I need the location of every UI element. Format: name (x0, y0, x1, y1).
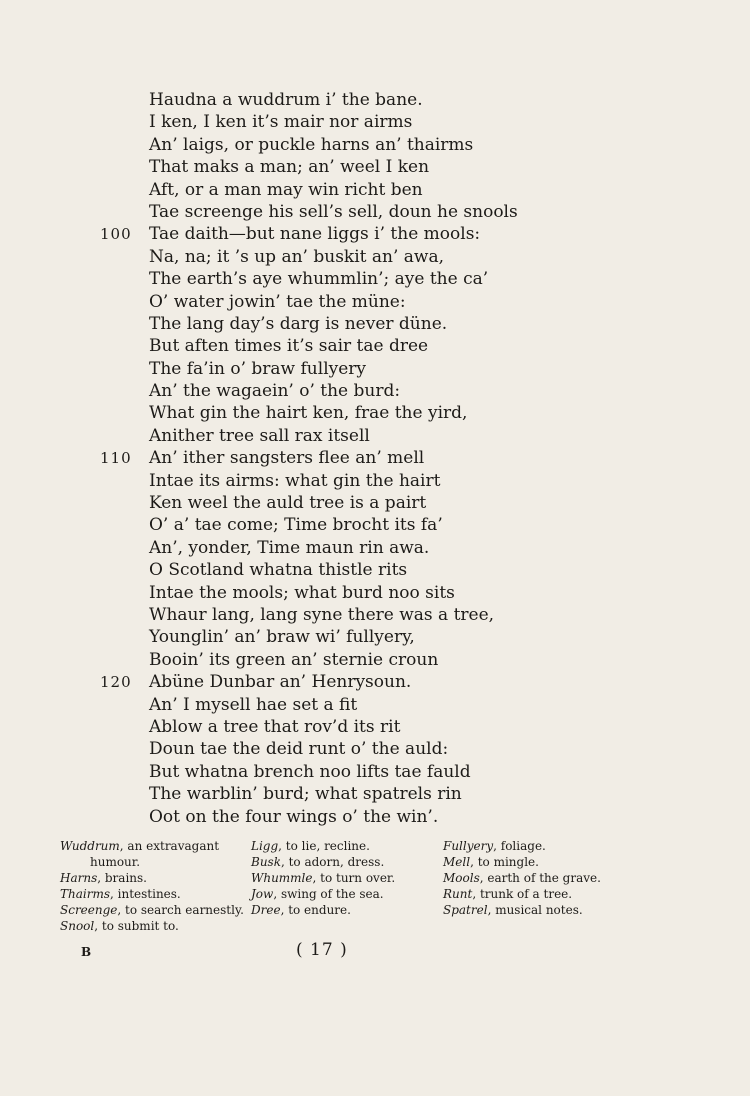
poem-line (100, 111, 700, 133)
line-text: Na, na; it ’s up an’ buskit an’ awa, (149, 246, 445, 267)
line-text: O Scotland whatna thistle rits (149, 560, 408, 581)
line-text: O’ a’ tae come; Time brocht its fa’ (149, 515, 443, 536)
line-text: Whaur lang, lang syne there was a tree, (149, 604, 495, 625)
poem-line (100, 89, 700, 111)
line-text: An’ the wagaein’ o’ the burd: (149, 381, 401, 402)
poem-line (100, 806, 700, 828)
line-text: The lang day’s darg is never düne. (149, 313, 448, 334)
poem-line (100, 201, 700, 223)
poem-line (100, 470, 700, 492)
poem-line (100, 604, 700, 626)
line-text: An’ ither sangsters flee an’ mell (149, 448, 425, 469)
glossary-entry (251, 886, 439, 902)
glossary-definition: , to submit to. (94, 919, 179, 933)
poem-line (100, 447, 700, 469)
glossary-term: Snool (60, 919, 95, 933)
poem-line (100, 649, 700, 671)
line-text: Tae daith—but nane liggs i’ the mools: (149, 224, 481, 245)
poem-text (100, 89, 700, 828)
line-number: 100 (100, 225, 132, 244)
signature-mark: B (81, 945, 92, 959)
glossary-term: Jow (251, 887, 274, 901)
glossary-term: Ligg (251, 839, 279, 853)
line-text: Haudna a wuddrum i’ the bane. (149, 90, 423, 110)
glossary-definition: , intestines. (110, 887, 181, 901)
glossary-definition: , swing of the sea. (273, 887, 384, 901)
glossary-definition: , to mingle. (470, 855, 539, 869)
poem-line (100, 671, 700, 693)
line-text: An’ I mysell hae set a fit (149, 694, 358, 715)
poem-line (100, 761, 700, 783)
poem-line (100, 358, 700, 380)
line-text: But aften times it’s sair tae dree (149, 336, 429, 357)
poem-line (100, 291, 700, 313)
poem-line (100, 402, 700, 424)
line-text: Tae screenge his sell’s sell, doun he snools (149, 201, 518, 222)
glossary-entry (251, 854, 439, 870)
poem-line (100, 179, 700, 201)
poem-line (100, 738, 700, 760)
glossary-definition: , to lie, recline. (278, 839, 370, 853)
glossary-definition: , to endure. (280, 903, 351, 917)
line-text: Ken weel the auld tree is a pairt (149, 493, 427, 514)
line-text: Younglin’ an’ braw wi’ fullyery, (149, 627, 415, 648)
glossary-entry (60, 854, 248, 870)
line-text: The fa’in o’ braw fullyery (149, 358, 367, 379)
glossary-entry (60, 838, 248, 854)
line-text: Doun tae the deid runt o’ the auld: (149, 739, 449, 760)
poem-line (100, 582, 700, 604)
glossary-entry (60, 886, 248, 902)
glossary-entry (443, 854, 643, 870)
glossary-entry (60, 918, 248, 934)
poem-line (100, 694, 700, 716)
line-text: Intae its airms: what gin the hairt (149, 470, 441, 491)
glossary-column-3 (443, 838, 643, 918)
poem-line (100, 380, 700, 402)
glossary-definition: , trunk of a tree. (472, 887, 573, 901)
line-text: Ablow a tree that rov’d its rit (149, 716, 401, 737)
poem-line (100, 783, 700, 805)
glossary-column-2 (251, 838, 439, 918)
glossary-term: Fullyery (443, 839, 494, 853)
line-number: 110 (100, 449, 132, 468)
glossary-definition: , musical notes. (487, 903, 583, 917)
glossary-entry (251, 902, 439, 918)
poem-line (100, 268, 700, 290)
poem-line (100, 559, 700, 581)
line-text: An’, yonder, Time maun rin awa. (149, 537, 430, 558)
poem-line (100, 223, 700, 245)
glossary-term: Screenge (60, 903, 118, 917)
line-text: Abüne Dunbar an’ Henrysoun. (149, 672, 412, 693)
line-text: That maks a man; an’ weel I ken (149, 157, 430, 178)
glossary-term: Dree (251, 903, 281, 917)
poem-line (100, 626, 700, 648)
glossary-entry (443, 870, 643, 886)
glossary-entry (251, 870, 439, 886)
line-text: An’ laigs, or puckle harns an’ thairms (149, 134, 474, 155)
glossary-column-1 (60, 838, 248, 934)
poem-line (100, 156, 700, 178)
glossary-term: Mools (443, 871, 480, 885)
glossary-entry (443, 838, 643, 854)
glossary-term: Thairms (60, 887, 110, 901)
glossary-definition: , an extravagant (119, 839, 220, 853)
line-text: Aft, or a man may win richt ben (149, 179, 423, 200)
glossary-definition: , to adorn, dress. (280, 855, 385, 869)
poem-line (100, 313, 700, 335)
poem-line (100, 537, 700, 559)
glossary-definition: , earth of the grave. (479, 871, 601, 885)
line-text: I ken, I ken it’s mair nor airms (149, 112, 413, 133)
line-text: Booin’ its green an’ sternie croun (149, 649, 439, 670)
glossary-definition: , foliage. (493, 839, 546, 853)
glossary-term: Wuddrum (60, 839, 120, 853)
glossary-entry (251, 838, 439, 854)
poem-line (100, 716, 700, 738)
glossary-term: Harns (60, 871, 98, 885)
glossary-term: Mell (443, 855, 471, 869)
glossary-entry (443, 886, 643, 902)
line-text: Intae the mools; what burd noo sits (149, 582, 455, 603)
line-number: 120 (100, 673, 132, 692)
glossary-definition: , to turn over. (312, 871, 396, 885)
glossary-entry (60, 870, 248, 886)
line-text: O’ water jowin’ tae the müne: (149, 291, 406, 312)
poem-line (100, 425, 700, 447)
glossary-term: Runt (443, 887, 473, 901)
line-text: What gin the hairt ken, frae the yird, (149, 403, 468, 424)
poem-line (100, 492, 700, 514)
poem-line (100, 246, 700, 268)
glossary-definition: , brains. (97, 871, 147, 885)
line-text: Oot on the four wings o’ the win’. (149, 806, 439, 827)
glossary-term: Whummle (251, 871, 313, 885)
page-number: ( 17 ) (296, 940, 348, 960)
line-text: The earth’s aye whummlin’; aye the ca’ (149, 269, 489, 290)
glossary-term: Busk (251, 855, 281, 869)
glossary-term: Spatrel (443, 903, 488, 917)
line-text: But whatna brench noo lifts tae fauld (149, 761, 471, 782)
glossary-definition: , to search earnestly. (117, 903, 244, 917)
glossary-definition: humour. (90, 855, 141, 869)
line-text: Anither tree sall rax itsell (149, 425, 370, 446)
poem-line (100, 134, 700, 156)
poem-line (100, 514, 700, 536)
glossary-entry (443, 902, 643, 918)
glossary-entry (60, 902, 248, 918)
line-text: The warblin’ burd; what spatrels rin (149, 784, 462, 805)
poem-line (100, 335, 700, 357)
